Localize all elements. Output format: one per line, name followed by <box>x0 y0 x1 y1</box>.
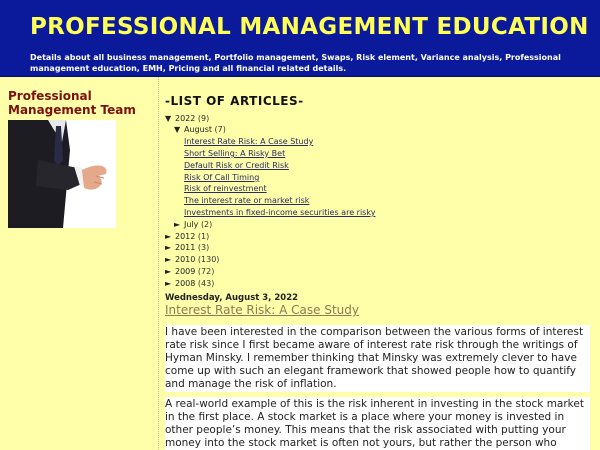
archive-month-august[interactable] <box>174 125 226 135</box>
post-title-link[interactable]: Interest Rate Risk: A Case Study <box>165 303 359 317</box>
archive-count: (7) <box>214 125 226 134</box>
archive-year-label[interactable]: 2012 <box>175 232 196 241</box>
expand-toggle-icon[interactable]: ► <box>165 243 172 252</box>
collapse-toggle-icon[interactable]: ▼ <box>174 125 181 134</box>
sidebar-title: Professional Management Team <box>8 89 136 117</box>
expand-toggle-icon[interactable]: ► <box>165 279 172 288</box>
expand-toggle-icon[interactable]: ► <box>165 255 172 264</box>
post-paragraph: A real-world example of this is the risk inherent in investing in the stock market in the first place. A stock market is a place where your money is invested in other people’s money. This means that the risk associated with putting your money into the stock market is often not yours, but rather the person who <box>165 397 590 450</box>
archive-count: (9) <box>197 114 210 123</box>
archive-count: (1) <box>197 232 210 241</box>
expand-toggle-icon[interactable]: ► <box>174 220 181 229</box>
post-paragraph: I have been interested in the comparison between the various forms of interest rate risk since I first became aware of interest rate risk through the writings of Hyman Minsky. I remember thinking that Minsky was extremely clever to have come up with such an elegant framework that showed people how to quantify and manage the risk of inflation. <box>165 325 590 392</box>
site-header <box>0 0 600 77</box>
expand-toggle-icon[interactable]: ► <box>165 267 172 276</box>
archive-year-label[interactable]: 2011 <box>175 243 196 252</box>
site-description: Details about all business management, Portfolio management, Swaps, Risk element, Variance analysis, Professional management education, EMH, Pricing and all financial related details. <box>30 53 561 73</box>
site-title[interactable]: PROFESSIONAL MANAGEMENT EDUCATION <box>30 14 589 40</box>
archive-year-label[interactable]: 2009 <box>175 267 196 276</box>
archive-year-label[interactable]: 2022 <box>175 114 196 123</box>
team-photo <box>8 120 116 228</box>
archive-count: (43) <box>197 279 215 288</box>
archive-post-link[interactable]: The interest rate or market risk <box>184 196 310 205</box>
archive-post-link[interactable]: Risk Of Call Timing <box>184 173 260 182</box>
archive-year-2009[interactable] <box>165 267 214 277</box>
expand-toggle-icon[interactable]: ► <box>165 232 172 241</box>
archive-year-label[interactable]: 2008 <box>175 279 196 288</box>
sidebar <box>0 77 159 450</box>
post-date: Wednesday, August 3, 2022 <box>165 293 299 303</box>
collapse-toggle-icon[interactable]: ▼ <box>165 114 172 123</box>
archive-year-label[interactable]: 2010 <box>175 255 196 264</box>
main-content <box>165 77 595 450</box>
archive-heading: -LIST OF ARTICLES- <box>165 94 304 108</box>
archive-year-2012[interactable] <box>165 232 209 242</box>
archive-post-link[interactable]: Investments in fixed-income securities are risky <box>184 208 376 217</box>
archive-count: (72) <box>197 267 215 276</box>
archive-count: (2) <box>200 220 213 229</box>
archive-year-2011[interactable] <box>165 243 209 253</box>
archive-count: (130) <box>197 255 220 264</box>
archive-post-link[interactable]: Default Risk or Credit Risk <box>184 161 289 170</box>
archive-month-july[interactable] <box>174 220 212 230</box>
archive-post-link[interactable]: Short Selling: A Risky Bet <box>184 149 286 158</box>
archive-count: (3) <box>197 243 210 252</box>
archive-post-link[interactable]: Interest Rate Risk: A Case Study <box>184 137 314 146</box>
archive-month-label[interactable]: August <box>184 125 212 134</box>
handshake-businessman-image <box>8 120 116 228</box>
archive-post-link[interactable]: Risk of reinvestment <box>184 184 267 193</box>
archive-year-2008[interactable] <box>165 279 214 289</box>
archive-month-label[interactable]: July <box>184 220 199 229</box>
archive-year-2022[interactable] <box>165 114 209 124</box>
archive-year-2010[interactable] <box>165 255 219 265</box>
